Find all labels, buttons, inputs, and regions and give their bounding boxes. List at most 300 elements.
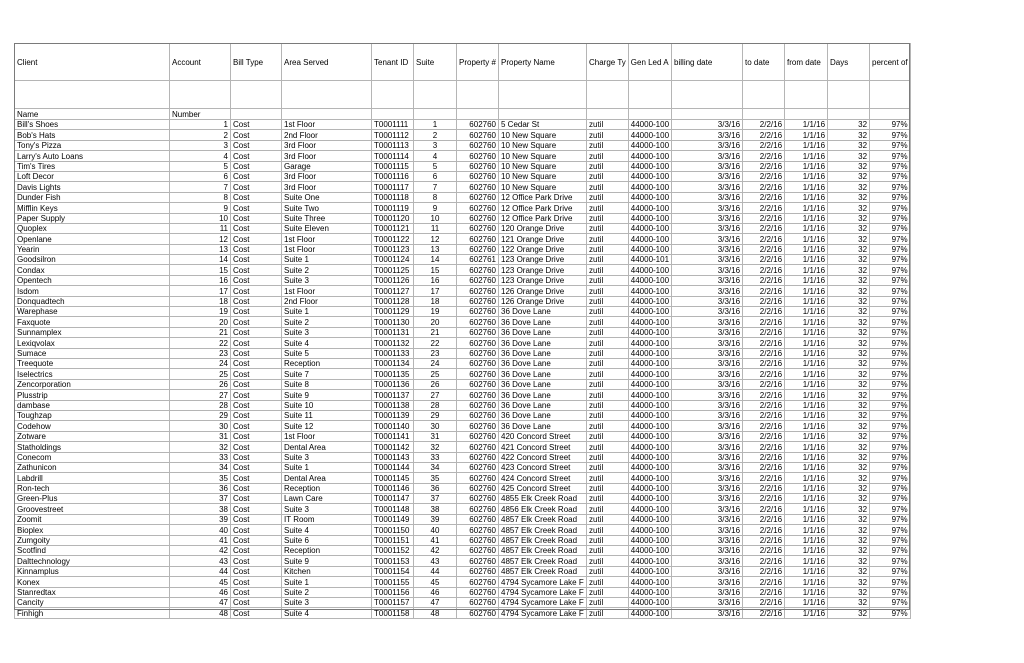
cell-area-served[interactable]: Suite 2: [282, 317, 372, 327]
cell-charge-type[interactable]: zutil: [587, 203, 629, 213]
cell-billing-date[interactable]: 3/3/16: [672, 213, 743, 223]
cell-gen-led-account[interactable]: 44000-100: [628, 379, 671, 389]
cell-bill-type[interactable]: Cost: [231, 608, 282, 618]
cell[interactable]: [372, 81, 414, 109]
cell-account-number[interactable]: 44: [170, 566, 231, 576]
cell-gen-led-account[interactable]: 44000-100: [628, 597, 671, 607]
cell-client-name[interactable]: Mifflin Keys: [15, 203, 170, 213]
cell-tenant-id[interactable]: T0001151: [372, 535, 414, 545]
cell-property-number[interactable]: 602760: [457, 327, 499, 337]
cell-area-served[interactable]: Reception: [282, 483, 372, 493]
cell-property-name[interactable]: 4855 Elk Creek Road: [499, 494, 587, 504]
cell-bill-type[interactable]: Cost: [231, 348, 282, 358]
cell-suite[interactable]: 41: [414, 535, 457, 545]
cell-percent-of[interactable]: 97%: [870, 577, 911, 587]
cell[interactable]: [870, 109, 911, 120]
cell-tenant-id[interactable]: T0001139: [372, 410, 414, 420]
cell-gen-led-account[interactable]: 44000-100: [628, 348, 671, 358]
cell-percent-of[interactable]: 97%: [870, 546, 911, 556]
cell-charge-type[interactable]: zutil: [587, 244, 629, 254]
cell-client-name[interactable]: Bioplex: [15, 525, 170, 535]
cell-area-served[interactable]: Suite 10: [282, 400, 372, 410]
cell-account-number[interactable]: 1: [170, 120, 231, 130]
cell-billing-date[interactable]: 3/3/16: [672, 265, 743, 275]
cell-charge-type[interactable]: zutil: [587, 504, 629, 514]
cell-account-number[interactable]: 27: [170, 390, 231, 400]
cell-account-number[interactable]: 26: [170, 379, 231, 389]
cell-property-number[interactable]: 602760: [457, 307, 499, 317]
cell-billing-date[interactable]: 3/3/16: [672, 514, 743, 524]
cell-to-date[interactable]: 2/2/16: [743, 473, 785, 483]
cell-property-number[interactable]: 602760: [457, 203, 499, 213]
cell-client-name[interactable]: Finhigh: [15, 608, 170, 618]
cell-billing-date[interactable]: 3/3/16: [672, 244, 743, 254]
cell[interactable]: [743, 81, 785, 109]
cell-property-number[interactable]: 602760: [457, 120, 499, 130]
cell-property-number[interactable]: 602760: [457, 140, 499, 150]
cell-days[interactable]: 32: [828, 556, 870, 566]
cell-area-served[interactable]: Suite 3: [282, 452, 372, 462]
cell-from-date[interactable]: 1/1/16: [785, 494, 828, 504]
cell-days[interactable]: 32: [828, 587, 870, 597]
cell-to-date[interactable]: 2/2/16: [743, 369, 785, 379]
cell-days[interactable]: 32: [828, 525, 870, 535]
cell-suite[interactable]: 9: [414, 203, 457, 213]
cell-percent-of[interactable]: 97%: [870, 182, 911, 192]
cell-percent-of[interactable]: 97%: [870, 255, 911, 265]
cell-charge-type[interactable]: zutil: [587, 171, 629, 181]
cell-gen-led-account[interactable]: 44000-100: [628, 494, 671, 504]
cell-tenant-id[interactable]: T0001149: [372, 514, 414, 524]
cell-to-date[interactable]: 2/2/16: [743, 213, 785, 223]
cell-percent-of[interactable]: 97%: [870, 140, 911, 150]
cell-property-number[interactable]: 602760: [457, 535, 499, 545]
cell-billing-date[interactable]: 3/3/16: [672, 535, 743, 545]
cell-client-name[interactable]: Kinnamplus: [15, 566, 170, 576]
cell-charge-type[interactable]: zutil: [587, 358, 629, 368]
cell-property-number[interactable]: 602760: [457, 504, 499, 514]
col-header-account[interactable]: Account: [170, 44, 231, 81]
cell-percent-of[interactable]: 97%: [870, 514, 911, 524]
cell-property-name[interactable]: 10 New Square: [499, 130, 587, 140]
cell-charge-type[interactable]: zutil: [587, 317, 629, 327]
cell-from-date[interactable]: 1/1/16: [785, 182, 828, 192]
cell-from-date[interactable]: 1/1/16: [785, 369, 828, 379]
col-header-property-num[interactable]: Property #: [457, 44, 499, 81]
cell-property-number[interactable]: 602760: [457, 587, 499, 597]
cell-percent-of[interactable]: 97%: [870, 390, 911, 400]
cell-percent-of[interactable]: 97%: [870, 410, 911, 420]
cell-to-date[interactable]: 2/2/16: [743, 358, 785, 368]
cell[interactable]: [457, 109, 499, 120]
cell-suite[interactable]: 21: [414, 327, 457, 337]
cell-charge-type[interactable]: zutil: [587, 296, 629, 306]
cell-from-date[interactable]: 1/1/16: [785, 535, 828, 545]
cell-tenant-id[interactable]: T0001116: [372, 171, 414, 181]
cell-days[interactable]: 32: [828, 223, 870, 233]
cell-area-served[interactable]: Suite 3: [282, 275, 372, 285]
cell-billing-date[interactable]: 3/3/16: [672, 358, 743, 368]
cell-from-date[interactable]: 1/1/16: [785, 192, 828, 202]
cell-billing-date[interactable]: 3/3/16: [672, 494, 743, 504]
cell-area-served[interactable]: Reception: [282, 546, 372, 556]
cell-area-served[interactable]: Suite 7: [282, 369, 372, 379]
cell-days[interactable]: 32: [828, 452, 870, 462]
cell-to-date[interactable]: 2/2/16: [743, 390, 785, 400]
cell-property-name[interactable]: 36 Dove Lane: [499, 348, 587, 358]
cell-client-name[interactable]: Cancity: [15, 597, 170, 607]
cell-days[interactable]: 32: [828, 234, 870, 244]
cell-to-date[interactable]: 2/2/16: [743, 483, 785, 493]
cell-account-number[interactable]: 48: [170, 608, 231, 618]
cell-charge-type[interactable]: zutil: [587, 525, 629, 535]
cell-account-number[interactable]: 35: [170, 473, 231, 483]
cell-charge-type[interactable]: zutil: [587, 608, 629, 618]
cell-property-number[interactable]: 602760: [457, 462, 499, 472]
cell-charge-type[interactable]: zutil: [587, 182, 629, 192]
cell-bill-type[interactable]: Cost: [231, 410, 282, 420]
cell-billing-date[interactable]: 3/3/16: [672, 410, 743, 420]
cell-bill-type[interactable]: Cost: [231, 400, 282, 410]
cell-gen-led-account[interactable]: 44000-100: [628, 192, 671, 202]
cell-account-number[interactable]: 38: [170, 504, 231, 514]
cell-charge-type[interactable]: zutil: [587, 234, 629, 244]
cell-gen-led-account[interactable]: 44000-100: [628, 535, 671, 545]
cell-bill-type[interactable]: Cost: [231, 369, 282, 379]
cell-area-served[interactable]: 1st Floor: [282, 120, 372, 130]
cell-bill-type[interactable]: Cost: [231, 556, 282, 566]
cell-gen-led-account[interactable]: 44000-100: [628, 525, 671, 535]
cell-client-name[interactable]: Loft Decor: [15, 171, 170, 181]
cell-account-number[interactable]: 41: [170, 535, 231, 545]
cell-property-name[interactable]: 10 New Square: [499, 151, 587, 161]
cell-suite[interactable]: 27: [414, 390, 457, 400]
cell-property-number[interactable]: 602760: [457, 182, 499, 192]
cell-client-name[interactable]: Goodsilron: [15, 255, 170, 265]
cell-charge-type[interactable]: zutil: [587, 223, 629, 233]
cell-percent-of[interactable]: 97%: [870, 120, 911, 130]
cell-days[interactable]: 32: [828, 120, 870, 130]
cell-suite[interactable]: 30: [414, 421, 457, 431]
cell-tenant-id[interactable]: T0001127: [372, 286, 414, 296]
cell-days[interactable]: 32: [828, 390, 870, 400]
cell-billing-date[interactable]: 3/3/16: [672, 317, 743, 327]
cell-from-date[interactable]: 1/1/16: [785, 223, 828, 233]
cell-bill-type[interactable]: Cost: [231, 338, 282, 348]
cell-account-number[interactable]: 2: [170, 130, 231, 140]
cell-area-served[interactable]: Suite 5: [282, 348, 372, 358]
cell-from-date[interactable]: 1/1/16: [785, 358, 828, 368]
cell-tenant-id[interactable]: T0001144: [372, 462, 414, 472]
cell-account-number[interactable]: 19: [170, 307, 231, 317]
cell-percent-of[interactable]: 97%: [870, 244, 911, 254]
cell-charge-type[interactable]: zutil: [587, 348, 629, 358]
cell[interactable]: [372, 109, 414, 120]
col-header-charge-type[interactable]: Charge Ty: [587, 44, 629, 81]
cell[interactable]: [282, 81, 372, 109]
cell-client-name[interactable]: Toughzap: [15, 410, 170, 420]
cell-tenant-id[interactable]: T0001157: [372, 597, 414, 607]
cell-billing-date[interactable]: 3/3/16: [672, 400, 743, 410]
cell-tenant-id[interactable]: T0001142: [372, 442, 414, 452]
cell-area-served[interactable]: 1st Floor: [282, 431, 372, 441]
cell-suite[interactable]: 1: [414, 120, 457, 130]
cell-suite[interactable]: 35: [414, 473, 457, 483]
cell-billing-date[interactable]: 3/3/16: [672, 390, 743, 400]
cell-suite[interactable]: 22: [414, 338, 457, 348]
cell-from-date[interactable]: 1/1/16: [785, 317, 828, 327]
cell-gen-led-account[interactable]: 44000-100: [628, 275, 671, 285]
cell-bill-type[interactable]: Cost: [231, 452, 282, 462]
cell-account-number[interactable]: 6: [170, 171, 231, 181]
cell-property-name[interactable]: 423 Concord Street: [499, 462, 587, 472]
cell-tenant-id[interactable]: T0001122: [372, 234, 414, 244]
cell-property-name[interactable]: 4857 Elk Creek Road: [499, 535, 587, 545]
cell-tenant-id[interactable]: T0001119: [372, 203, 414, 213]
cell-charge-type[interactable]: zutil: [587, 275, 629, 285]
cell-from-date[interactable]: 1/1/16: [785, 400, 828, 410]
cell-suite[interactable]: 4: [414, 151, 457, 161]
cell-tenant-id[interactable]: T0001150: [372, 525, 414, 535]
cell-from-date[interactable]: 1/1/16: [785, 442, 828, 452]
cell-billing-date[interactable]: 3/3/16: [672, 307, 743, 317]
cell-percent-of[interactable]: 97%: [870, 213, 911, 223]
cell-charge-type[interactable]: zutil: [587, 431, 629, 441]
cell-to-date[interactable]: 2/2/16: [743, 421, 785, 431]
cell-suite[interactable]: 15: [414, 265, 457, 275]
cell-area-served[interactable]: Suite 3: [282, 597, 372, 607]
cell-gen-led-account[interactable]: 44000-100: [628, 556, 671, 566]
cell-account-number[interactable]: 24: [170, 358, 231, 368]
cell-to-date[interactable]: 2/2/16: [743, 161, 785, 171]
cell-days[interactable]: 32: [828, 577, 870, 587]
cell-billing-date[interactable]: 3/3/16: [672, 566, 743, 576]
cell-billing-date[interactable]: 3/3/16: [672, 597, 743, 607]
cell-client-name[interactable]: Iselectrics: [15, 369, 170, 379]
cell-account-number[interactable]: 16: [170, 275, 231, 285]
cell-to-date[interactable]: 2/2/16: [743, 577, 785, 587]
cell-to-date[interactable]: 2/2/16: [743, 348, 785, 358]
cell-percent-of[interactable]: 97%: [870, 566, 911, 576]
cell-suite[interactable]: 46: [414, 587, 457, 597]
cell-days[interactable]: 32: [828, 473, 870, 483]
cell-bill-type[interactable]: Cost: [231, 234, 282, 244]
cell-percent-of[interactable]: 97%: [870, 338, 911, 348]
cell-area-served[interactable]: IT Room: [282, 514, 372, 524]
cell-gen-led-account[interactable]: 44000-100: [628, 587, 671, 597]
cell-billing-date[interactable]: 3/3/16: [672, 161, 743, 171]
cell-tenant-id[interactable]: T0001132: [372, 338, 414, 348]
cell-from-date[interactable]: 1/1/16: [785, 234, 828, 244]
cell-days[interactable]: 32: [828, 244, 870, 254]
cell-tenant-id[interactable]: T0001156: [372, 587, 414, 597]
cell-property-number[interactable]: 602760: [457, 317, 499, 327]
cell-gen-led-account[interactable]: 44000-100: [628, 390, 671, 400]
cell-from-date[interactable]: 1/1/16: [785, 203, 828, 213]
cell-area-served[interactable]: Suite 9: [282, 390, 372, 400]
cell-billing-date[interactable]: 3/3/16: [672, 546, 743, 556]
cell-billing-date[interactable]: 3/3/16: [672, 223, 743, 233]
cell-percent-of[interactable]: 97%: [870, 161, 911, 171]
cell-property-name[interactable]: 120 Orange Drive: [499, 223, 587, 233]
cell-days[interactable]: 32: [828, 161, 870, 171]
cell-client-name[interactable]: Treequote: [15, 358, 170, 368]
cell-days[interactable]: 32: [828, 130, 870, 140]
cell-account-number[interactable]: 15: [170, 265, 231, 275]
cell-bill-type[interactable]: Cost: [231, 161, 282, 171]
cell-percent-of[interactable]: 97%: [870, 535, 911, 545]
cell-tenant-id[interactable]: T0001152: [372, 546, 414, 556]
cell-account-number[interactable]: 22: [170, 338, 231, 348]
cell-to-date[interactable]: 2/2/16: [743, 275, 785, 285]
col-header-from-date[interactable]: from date: [785, 44, 828, 81]
cell-to-date[interactable]: 2/2/16: [743, 597, 785, 607]
cell-days[interactable]: 32: [828, 213, 870, 223]
cell-property-name[interactable]: 422 Concord Street: [499, 452, 587, 462]
cell-suite[interactable]: 47: [414, 597, 457, 607]
col-header-client[interactable]: Client: [15, 44, 170, 81]
cell-days[interactable]: 32: [828, 327, 870, 337]
cell-account-number[interactable]: 23: [170, 348, 231, 358]
cell-property-name[interactable]: 126 Orange Drive: [499, 296, 587, 306]
cell-percent-of[interactable]: 97%: [870, 317, 911, 327]
cell-area-served[interactable]: Suite 1: [282, 462, 372, 472]
cell-gen-led-account[interactable]: 44000-100: [628, 358, 671, 368]
cell-property-number[interactable]: 602760: [457, 421, 499, 431]
cell-property-number[interactable]: 602760: [457, 525, 499, 535]
cell-area-served[interactable]: Suite 4: [282, 338, 372, 348]
cell-tenant-id[interactable]: T0001143: [372, 452, 414, 462]
cell-property-number[interactable]: 602760: [457, 286, 499, 296]
cell-charge-type[interactable]: zutil: [587, 265, 629, 275]
cell-percent-of[interactable]: 97%: [870, 130, 911, 140]
cell-bill-type[interactable]: Cost: [231, 120, 282, 130]
cell-gen-led-account[interactable]: 44000-100: [628, 140, 671, 150]
cell-gen-led-account[interactable]: 44000-100: [628, 286, 671, 296]
cell-days[interactable]: 32: [828, 514, 870, 524]
cell-to-date[interactable]: 2/2/16: [743, 410, 785, 420]
cell[interactable]: [828, 81, 870, 109]
cell[interactable]: [628, 81, 671, 109]
cell-days[interactable]: 32: [828, 431, 870, 441]
cell-days[interactable]: 32: [828, 379, 870, 389]
cell-percent-of[interactable]: 97%: [870, 452, 911, 462]
cell-from-date[interactable]: 1/1/16: [785, 307, 828, 317]
cell-days[interactable]: 32: [828, 275, 870, 285]
cell-property-name[interactable]: 36 Dove Lane: [499, 379, 587, 389]
cell-client-name[interactable]: Konex: [15, 577, 170, 587]
cell-to-date[interactable]: 2/2/16: [743, 192, 785, 202]
cell-billing-date[interactable]: 3/3/16: [672, 483, 743, 493]
cell-client-name[interactable]: Paper Supply: [15, 213, 170, 223]
cell-property-name[interactable]: 36 Dove Lane: [499, 317, 587, 327]
cell-account-number[interactable]: 40: [170, 525, 231, 535]
cell-property-number[interactable]: 602760: [457, 151, 499, 161]
cell-suite[interactable]: 28: [414, 400, 457, 410]
cell-area-served[interactable]: Lawn Care: [282, 494, 372, 504]
cell-bill-type[interactable]: Cost: [231, 431, 282, 441]
cell-from-date[interactable]: 1/1/16: [785, 525, 828, 535]
cell-percent-of[interactable]: 97%: [870, 327, 911, 337]
cell-property-number[interactable]: 602760: [457, 275, 499, 285]
cell-suite[interactable]: 10: [414, 213, 457, 223]
cell-property-number[interactable]: 602760: [457, 597, 499, 607]
cell-property-name[interactable]: 122 Orange Drive: [499, 244, 587, 254]
cell-area-served[interactable]: 2nd Floor: [282, 296, 372, 306]
cell-charge-type[interactable]: zutil: [587, 421, 629, 431]
cell-property-name[interactable]: 36 Dove Lane: [499, 400, 587, 410]
cell-account-number[interactable]: 47: [170, 597, 231, 607]
cell-gen-led-account[interactable]: 44000-100: [628, 213, 671, 223]
cell-client-name[interactable]: Yearin: [15, 244, 170, 254]
cell-client-name[interactable]: Ron-tech: [15, 483, 170, 493]
cell-charge-type[interactable]: zutil: [587, 286, 629, 296]
cell-bill-type[interactable]: Cost: [231, 379, 282, 389]
cell[interactable]: [499, 109, 587, 120]
cell-from-date[interactable]: 1/1/16: [785, 514, 828, 524]
cell-client-name[interactable]: Zumgoity: [15, 535, 170, 545]
cell-tenant-id[interactable]: T0001117: [372, 182, 414, 192]
cell-from-date[interactable]: 1/1/16: [785, 390, 828, 400]
cell-client-name[interactable]: Groovestreet: [15, 504, 170, 514]
cell-property-name[interactable]: 10 New Square: [499, 182, 587, 192]
cell-suite[interactable]: 39: [414, 514, 457, 524]
cell-account-number[interactable]: 17: [170, 286, 231, 296]
cell-bill-type[interactable]: Cost: [231, 514, 282, 524]
cell-area-served[interactable]: Reception: [282, 358, 372, 368]
cell-property-number[interactable]: 602760: [457, 223, 499, 233]
cell-tenant-id[interactable]: T0001134: [372, 358, 414, 368]
cell-gen-led-account[interactable]: 44000-100: [628, 223, 671, 233]
cell-client-name[interactable]: Openlane: [15, 234, 170, 244]
cell-suite[interactable]: 31: [414, 431, 457, 441]
cell-area-served[interactable]: 3rd Floor: [282, 182, 372, 192]
cell[interactable]: [870, 81, 911, 109]
cell-property-number[interactable]: 602760: [457, 431, 499, 441]
cell-tenant-id[interactable]: T0001130: [372, 317, 414, 327]
cell[interactable]: [743, 109, 785, 120]
cell-charge-type[interactable]: zutil: [587, 130, 629, 140]
cell-billing-date[interactable]: 3/3/16: [672, 525, 743, 535]
cell-client-name[interactable]: Lexiqvolax: [15, 338, 170, 348]
cell-to-date[interactable]: 2/2/16: [743, 587, 785, 597]
cell[interactable]: [587, 81, 629, 109]
cell-from-date[interactable]: 1/1/16: [785, 431, 828, 441]
cell-percent-of[interactable]: 97%: [870, 483, 911, 493]
cell-percent-of[interactable]: 97%: [870, 265, 911, 275]
cell-percent-of[interactable]: 97%: [870, 494, 911, 504]
cell[interactable]: [672, 81, 743, 109]
cell-property-name[interactable]: 424 Concord Street: [499, 473, 587, 483]
cell-days[interactable]: 32: [828, 597, 870, 607]
cell-tenant-id[interactable]: T0001153: [372, 556, 414, 566]
cell-suite[interactable]: 34: [414, 462, 457, 472]
cell-account-number[interactable]: 30: [170, 421, 231, 431]
cell-percent-of[interactable]: 97%: [870, 369, 911, 379]
cell-charge-type[interactable]: zutil: [587, 379, 629, 389]
cell-property-name[interactable]: 10 New Square: [499, 171, 587, 181]
cell-property-number[interactable]: 602760: [457, 265, 499, 275]
cell-percent-of[interactable]: 97%: [870, 379, 911, 389]
cell-tenant-id[interactable]: T0001118: [372, 192, 414, 202]
cell-days[interactable]: 32: [828, 504, 870, 514]
cell-to-date[interactable]: 2/2/16: [743, 265, 785, 275]
cell-charge-type[interactable]: zutil: [587, 400, 629, 410]
cell-from-date[interactable]: 1/1/16: [785, 296, 828, 306]
cell-charge-type[interactable]: zutil: [587, 338, 629, 348]
cell-to-date[interactable]: 2/2/16: [743, 140, 785, 150]
col-header-tenant-id[interactable]: Tenant ID: [372, 44, 414, 81]
